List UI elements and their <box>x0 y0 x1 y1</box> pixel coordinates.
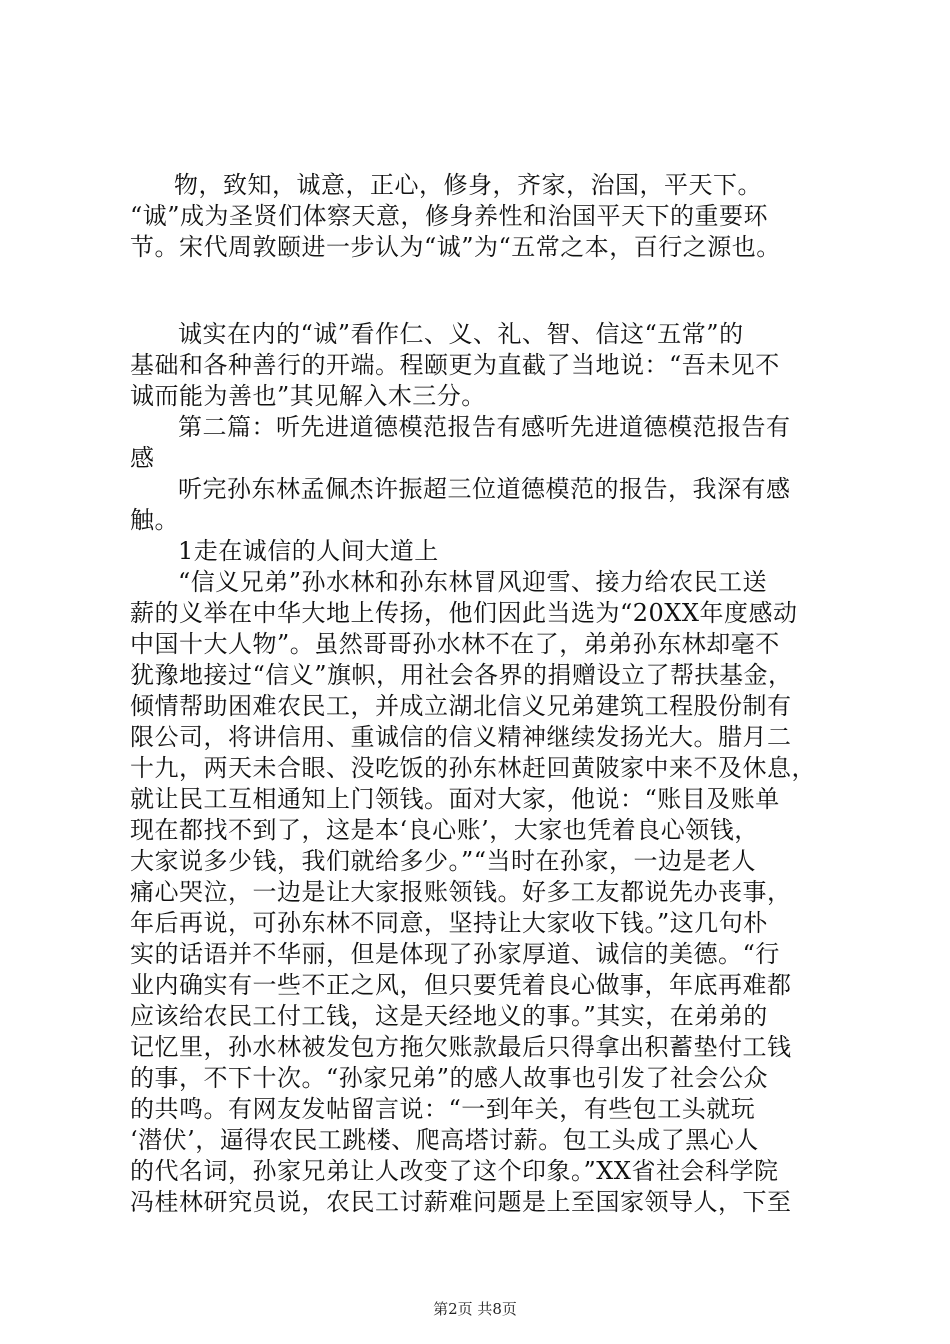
section-heading-continued: 感 <box>130 444 155 472</box>
text-line: 节。宋代周敦颐进一步认为“诚”为“五常之本，百行之源也。 <box>130 233 781 261</box>
text-line: 薪的义举在中华大地上传扬，他们因此当选为“20XX年度感动 <box>130 599 798 627</box>
text-line: 大家说多少钱，我们就给多少。”“当时在孙家，一边是老人 <box>130 847 757 875</box>
text-line: ‘潜伏’，逼得农民工跳楼、爬高塔讨薪。包工头成了黑心人 <box>130 1126 759 1154</box>
text-line: 十九，两天未合眼、没吃饭的孙东林赶回黄陂家中来不及休息， <box>130 754 816 782</box>
text-line: 犹豫地接过“信义”旗帜，用社会各界的捐赠设立了帮扶基金， <box>130 661 793 689</box>
text-line: 限公司，将讲信用、重诚信的信义精神继续发扬光大。腊月二 <box>130 723 792 751</box>
text-line: 就让民工互相通知上门领钱。面对大家，他说：“账目及账单 <box>130 785 780 813</box>
text-line: 痛心哭泣，一边是让大家报账领钱。好多工友都说先办丧事， <box>130 878 792 906</box>
text-line: 的代名词，孙家兄弟让人改变了这个印象。”XX省社会科学院 <box>130 1157 779 1185</box>
text-line: 触。 <box>130 506 179 534</box>
section-heading: 第二篇：听先进道德模范报告有感听先进道德模范报告有 <box>178 413 791 441</box>
text-line: 诚实在内的“诚”看作仁、义、礼、智、信这“五常”的 <box>178 320 744 348</box>
subsection-heading: 1走在诚信的人间大道上 <box>178 537 439 565</box>
text-line: 基础和各种善行的开端。程颐更为直截了当地说：“吾未见不 <box>130 351 780 379</box>
document-body <box>130 170 850 1218</box>
text-line: 实的话语并不华丽，但是体现了孙家厚道、诚信的美德。“行 <box>130 940 780 968</box>
text-line: 业内确实有一些不正之风，但只要凭着良心做事，年底再难都 <box>130 971 792 999</box>
text-line: 倾情帮助困难农民工，并成立湖北信义兄弟建筑工程股份制有 <box>130 692 792 720</box>
text-line: “信义兄弟”孙水林和孙东林冒风迎雪、接力给农民工送 <box>178 568 768 596</box>
page-number-footer: 第2页 共8页 <box>433 1300 517 1318</box>
text-line: 年后再说，可孙东林不同意，坚持让大家收下钱。”这几句朴 <box>130 909 768 937</box>
text-line: “诚”成为圣贤们体察天意，修身养性和治国平天下的重要环 <box>130 202 769 230</box>
text-line: 应该给农民工付工钱，这是天经地义的事。”其实，在弟弟的 <box>130 1002 768 1030</box>
text-line: 诚而能为善也”其见解入木三分。 <box>130 382 486 410</box>
paragraph-gap <box>130 263 850 319</box>
text-line: 中国十大人物”。虽然哥哥孙水林不在了，弟弟孙东林却毫不 <box>130 630 780 658</box>
text-line: 的事，不下十次。“孙家兄弟”的感人故事也引发了社会公众 <box>130 1064 769 1092</box>
text-line: 的共鸣。有网友发帖留言说：“一到年关，有些包工头就玩 <box>130 1095 756 1123</box>
text-line: 冯桂林研究员说，农民工讨薪难问题是上至国家领导人，下至 <box>130 1188 792 1216</box>
text-line: 听完孙东林孟佩杰许振超三位道德模范的报告，我深有感 <box>178 475 791 503</box>
text-line: 现在都找不到了，这是本‘良心账’，大家也凭着良心领钱， <box>130 816 759 844</box>
text-line: 物，致知，诚意，正心，修身，齐家，治国，平天下。 <box>174 171 762 199</box>
text-line: 记忆里，孙水林被发包方拖欠账款最后只得拿出积蓄垫付工钱 <box>130 1033 792 1061</box>
